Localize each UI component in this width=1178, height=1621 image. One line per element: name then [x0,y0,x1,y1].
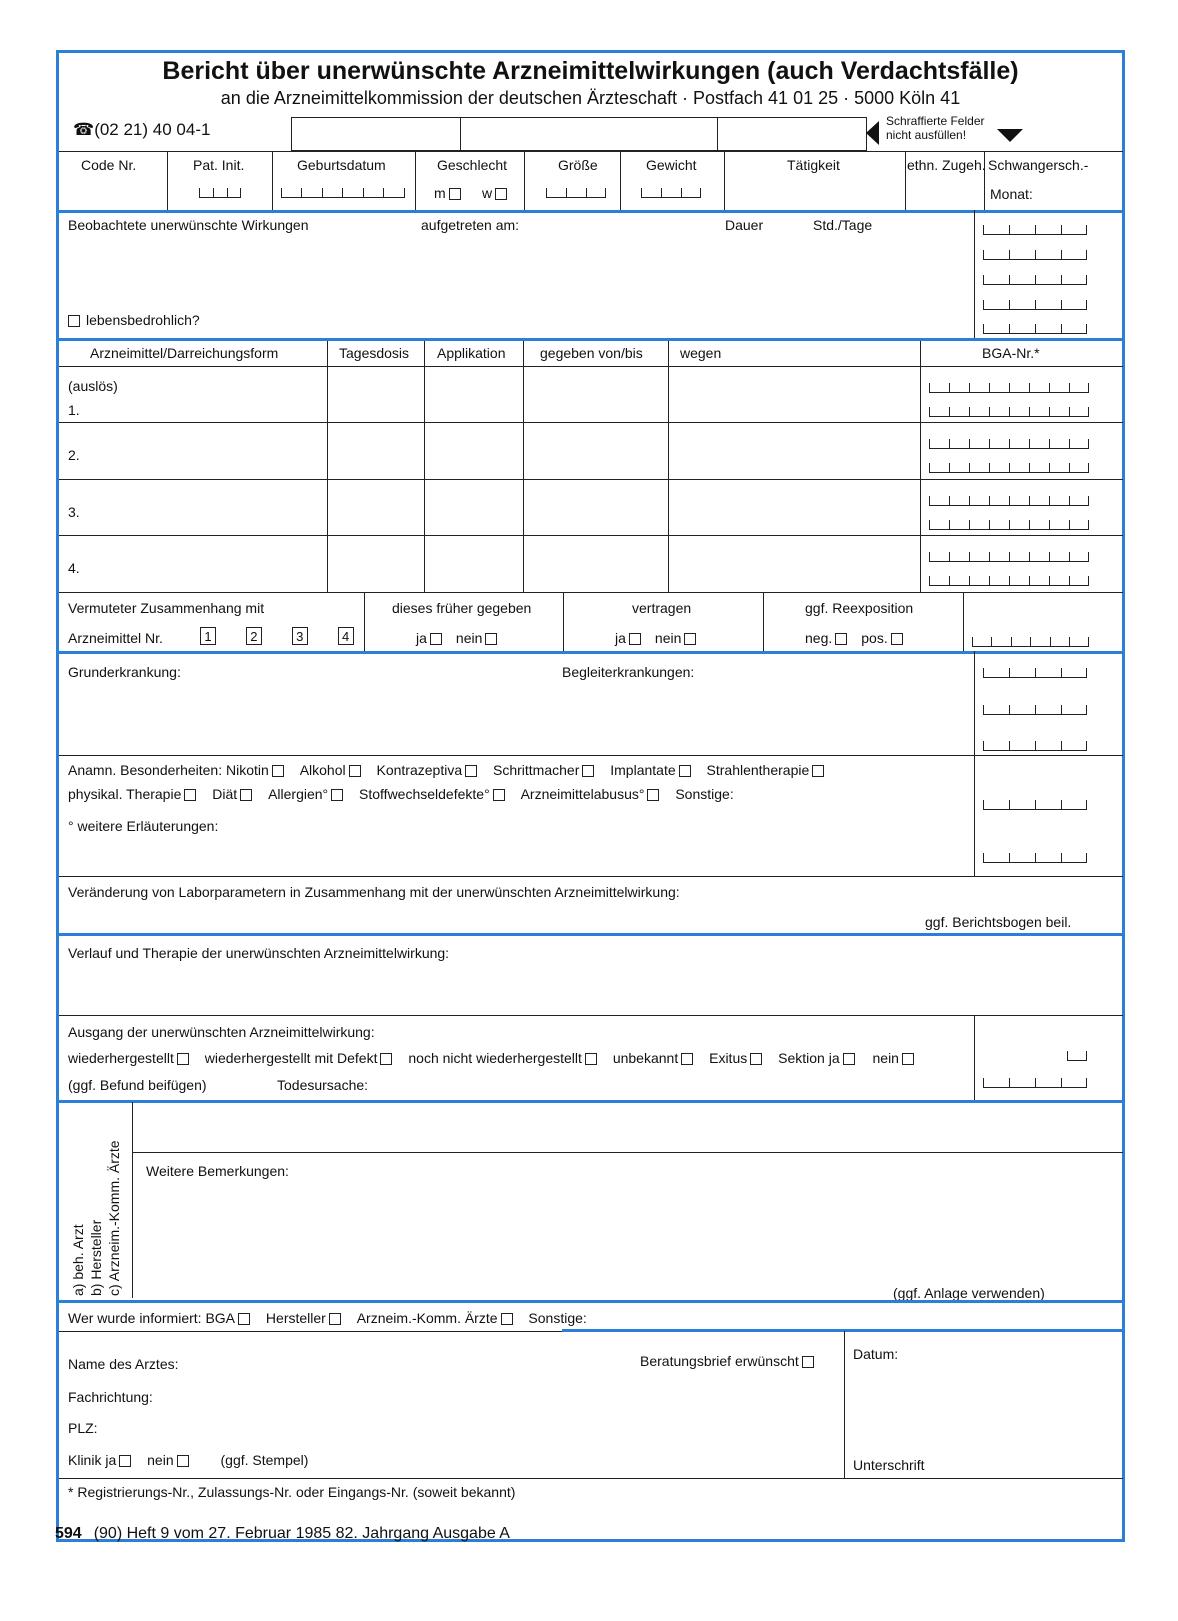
sektion-nein-label: nein [872,1050,899,1066]
labor-label: Veränderung von Laborparametern in Zusammenhang mit der unerwünschten Arzneimittelwirkung: [68,884,680,900]
col-applikation: Applikation [437,345,506,361]
m-label: m [434,185,446,201]
col-tagesdosis: Tagesdosis [339,345,410,361]
anamnese-code-1 [983,794,1087,810]
groesse-label: Größe [558,157,598,173]
page-number: 594 [55,1525,82,1542]
arzneimittelabusus-label: Arzneimittelabusus° [520,786,645,802]
informed-hersteller-checkbox[interactable] [329,1313,341,1325]
effect-code-4 [983,294,1087,310]
hatched-note-1: Schraffierte Felder [886,114,985,128]
arrow-left-icon [866,121,879,145]
bga-field-4b[interactable] [929,570,1089,586]
lebensbedrohlich-checkbox[interactable] [68,315,80,327]
phone-icon: ☎ [73,120,95,139]
reexposition-neg-label: neg. [805,630,833,646]
effect-code-5 [983,318,1087,334]
vertragen-nein-checkbox[interactable] [684,633,696,645]
strahlentherapie-label: Strahlentherapie [706,762,810,778]
gewicht-label: Gewicht [646,157,697,173]
pat-init-label: Pat. Init. [193,157,245,173]
physikal-therapie-label: physikal. Therapie [68,786,182,802]
anlage-label: (ggf. Anlage verwenden) [893,1285,1045,1301]
geburtsdatum-label: Geburtsdatum [297,157,386,173]
allergien-checkbox[interactable] [331,789,343,801]
frueher-nein-label: nein [455,630,483,646]
implantate-checkbox[interactable] [679,765,691,777]
phone-number: (02 21) 40 04-1 [94,120,211,139]
groesse-field[interactable] [546,182,606,198]
alkohol-label: Alkohol [299,762,346,778]
klinik-nein-checkbox[interactable] [177,1455,189,1467]
sektion-ja-checkbox[interactable] [843,1053,855,1065]
informed-bga-checkbox[interactable] [238,1313,250,1325]
std-tage-label: Std./Tage [813,217,873,233]
bga-field-1b[interactable] [929,401,1089,417]
geschlecht-label: Geschlecht [437,157,508,173]
bga-field-1a[interactable] [929,377,1089,393]
mit-defekt-label: wiederhergestellt mit Defekt [204,1050,378,1066]
aufgetreten-label: aufgetreten am: [421,217,520,233]
col-wegen: wegen [680,345,722,361]
begleit-label: Begleiterkrankungen: [562,664,695,680]
pat-init-field[interactable] [199,182,241,198]
lebensbedrohlich-row[interactable] [68,312,200,328]
frueher-ja-checkbox[interactable] [430,633,442,645]
unbekannt-checkbox[interactable] [681,1053,693,1065]
klinik-row[interactable] [68,1452,308,1468]
sektion-ja-label: Sektion ja [778,1050,840,1066]
bga-field-3b[interactable] [929,514,1089,530]
page-footer [55,1526,510,1542]
drug-nr-4-box[interactable]: 4 [338,627,354,645]
beratungsbrief-checkbox[interactable] [802,1356,814,1368]
effect-code-1 [983,219,1087,235]
weitere-erlaeuterungen-label: ° weitere Erläuterungen: [68,818,219,834]
exitus-label: Exitus [709,1050,748,1066]
nicht-wiederhergestellt-checkbox[interactable] [585,1053,597,1065]
reexposition-neg-checkbox[interactable] [835,633,847,645]
arzt-name-label: Name des Arztes: [68,1356,179,1372]
wiederhergestellt-checkbox[interactable] [177,1053,189,1065]
weitere-bemerkungen-label: Weitere Bemerkungen: [146,1163,289,1179]
arrow-down-icon [997,129,1023,142]
drug-nr-1-box[interactable]: 1 [200,627,216,645]
stempel-label: (ggf. Stempel) [220,1452,309,1468]
reexposition-pos-label: pos. [861,630,888,646]
col-gegeben: gegeben von/bis [540,345,643,361]
informed-label: Wer wurde informiert: [68,1310,202,1326]
berichtsbogen-label: ggf. Berichtsbogen beil. [925,914,1072,930]
ausgang-code-2 [983,1072,1087,1088]
informed-row[interactable] [68,1310,587,1326]
drug-nr-3-box[interactable]: 3 [292,627,308,645]
plz-label: PLZ: [68,1420,98,1436]
vertragen-ja-label: ja [615,630,626,646]
phone-row [73,122,210,138]
footnote: * Registrierungs-Nr., Zulassungs-Nr. oder Eingangs-Nr. (soweit bekannt) [68,1484,516,1500]
drug-row-3-label: 3. [68,504,80,520]
beratungsbrief-row[interactable] [640,1353,814,1369]
anamnese-sonstige-label: Sonstige: [675,786,734,802]
issue-info: (90) Heft 9 vom 27. Februar 1985 82. Jahrgang Ausgabe A [93,1525,510,1542]
ethn-label: ethn. Zugeh. [907,157,986,173]
schrittmacher-label: Schrittmacher [493,762,580,778]
col-arzneimittel: Arzneimittel/Darreichungsform [90,345,279,361]
sektion-nein-checkbox[interactable] [902,1053,914,1065]
kontrazeptiva-checkbox[interactable] [465,765,477,777]
hatched-field-1 [291,117,461,151]
unbekannt-label: unbekannt [612,1050,679,1066]
grund-code-3 [983,735,1087,751]
vertragen-ja-checkbox[interactable] [629,633,641,645]
frueher-label: dieses früher gegeben [392,600,532,616]
bga-field-2a[interactable] [929,433,1089,449]
datum-label: Datum: [853,1346,899,1362]
ausgang-options[interactable] [68,1050,914,1066]
anamnese-label: Anamn. Besonderheiten: [68,762,223,778]
geburtsdatum-field[interactable] [281,182,405,198]
diaet-checkbox[interactable] [240,789,252,801]
mit-defekt-checkbox[interactable] [380,1053,392,1065]
anamnese-line2[interactable] [68,786,734,802]
reexposition-label: ggf. Reexposition [805,600,914,616]
schrittmacher-checkbox[interactable] [582,765,594,777]
exitus-checkbox[interactable] [750,1053,762,1065]
anamnese-code-2 [983,847,1087,863]
befund-label: (ggf. Befund beifügen) [68,1077,207,1093]
grund-code-2 [983,699,1087,715]
col-bga: BGA-Nr.* [982,345,1040,361]
allergien-label: Allergien° [268,786,329,802]
kontrazeptiva-label: Kontrazeptiva [376,762,463,778]
form-title: Bericht über unerwünschte Arzneimittelwirkungen (auch Verdachtsfälle) [162,57,1019,85]
ausgang-code-1 [1067,1045,1087,1061]
informed-kommission-label: Arzneim.-Komm. Ärzte [356,1310,498,1326]
strahlentherapie-checkbox[interactable] [812,765,824,777]
arzneimittelabusus-checkbox[interactable] [647,789,659,801]
frueher-options[interactable] [416,630,497,646]
nikotin-checkbox[interactable] [272,765,284,777]
reexposition-pos-checkbox[interactable] [891,633,903,645]
unterschrift-label: Unterschrift [853,1457,925,1473]
schwanger-label: Schwangersch.- [988,157,1089,173]
frueher-nein-checkbox[interactable] [485,633,497,645]
monat-label: Monat: [990,186,1033,202]
code-nr-label: Code Nr. [81,157,137,173]
geschlecht-m[interactable] [434,185,461,201]
fachrichtung-label: Fachrichtung: [68,1389,153,1405]
todesursache-label: Todesursache: [277,1077,369,1093]
anamnese-line1[interactable] [68,762,824,778]
nicht-wiederhergestellt-label: noch nicht wiederhergestellt [408,1050,582,1066]
implantate-label: Implantate [610,762,676,778]
zusammenhang-code [972,631,1089,647]
informed-bga-label: BGA [205,1310,236,1326]
hatched-note-2: nicht ausfüllen! [886,128,967,142]
geschlecht-w[interactable] [482,185,507,201]
drug-row-1-label: 1. [68,402,80,418]
gewicht-field[interactable] [641,182,701,198]
w-label: w [482,185,493,201]
arzneimittel-nr-boxes[interactable] [198,627,356,645]
vermuteter-label: Vermuteter Zusammenhang mit [68,600,265,616]
bga-field-2b[interactable] [929,457,1089,473]
taetigkeit-label: Tätigkeit [787,157,840,173]
hatched-field-2 [460,117,718,151]
ausgang-label: Ausgang der unerwünschten Arzneimittelwirkung: [68,1024,375,1040]
wiederhergestellt-label: wiederhergestellt [68,1050,174,1066]
effect-code-2 [983,244,1087,260]
stoffwechseldefekte-label: Stoffwechseldefekte° [359,786,490,802]
hatched-field-3 [717,117,867,151]
beobachtete-label: Beobachtete unerwünschte Wirkungen [68,217,309,233]
vertragen-options[interactable] [615,630,696,646]
informed-sonstige-label: Sonstige: [528,1310,587,1326]
informed-kommission-checkbox[interactable] [501,1313,513,1325]
bga-field-3a[interactable] [929,490,1089,506]
nikotin-label: Nikotin [226,762,269,778]
lebensbedrohlich-label: lebensbedrohlich? [86,312,200,328]
informed-hersteller-label: Hersteller [265,1310,326,1326]
vertical-label-c: c) Arzneim.-Komm. Ärzte [106,1140,122,1296]
verlauf-label: Verlauf und Therapie der unerwünschten Arzneimittelwirkung: [68,945,450,961]
klinik-ja-label: Klinik ja [68,1452,117,1468]
drug-row-4-label: 4. [68,560,80,576]
effect-code-3 [983,269,1087,285]
arzneimittel-nr-label: Arzneimittel Nr. [68,630,163,646]
vertical-label-b: b) Hersteller [88,1219,104,1296]
alkohol-checkbox[interactable] [349,765,361,777]
form-subtitle: an die Arzneimittelkommission der deutschen Ärzteschaft · Postfach 41 01 25 · 5000 Köln 41 [220,88,961,108]
vertical-label-a: a) beh. Arzt [70,1224,86,1296]
dauer-label: Dauer [725,217,764,233]
grunderkrankung-label: Grunderkrankung: [68,664,181,680]
ausloes-label: (auslös) [68,378,118,394]
klinik-ja-checkbox[interactable] [119,1455,131,1467]
m-checkbox[interactable] [449,188,461,200]
drug-nr-2-box[interactable]: 2 [246,627,262,645]
bga-field-4a[interactable] [929,546,1089,562]
w-checkbox[interactable] [495,188,507,200]
drug-row-2-label: 2. [68,447,80,463]
diaet-label: Diät [212,786,238,802]
vertragen-label: vertragen [632,600,692,616]
beratungsbrief-label: Beratungsbrief erwünscht [640,1353,799,1369]
reexposition-options[interactable] [805,630,903,646]
frueher-ja-label: ja [416,630,427,646]
klinik-nein-label: nein [147,1452,174,1468]
grund-code-1 [983,662,1087,678]
stoffwechseldefekte-checkbox[interactable] [493,789,505,801]
physikal-therapie-checkbox[interactable] [184,789,196,801]
vertragen-nein-label: nein [654,630,682,646]
